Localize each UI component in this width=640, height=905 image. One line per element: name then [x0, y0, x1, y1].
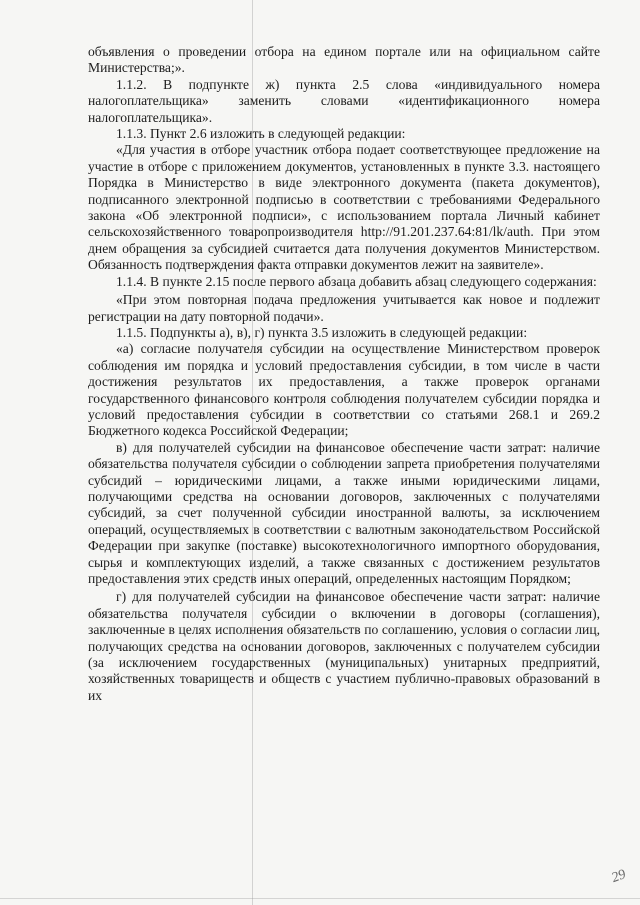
paragraph-3: 1.1.3. Пункт 2.6 изложить в следующей редакции: — [116, 126, 406, 142]
paragraph-4: «Для участия в отборе участник отбора подает соответствующее предложение на участие в отборе с приложением документов, установленных в пункте 3.3. настоящего Порядка в Министерство в виде электронного документа (пакета документов), подписанного электронной подписью в соответствии с требованиями Федерального закона «Об электронной подписи», с использованием портала Личный кабинет сельскохозяйственного товаропроизводителя http://91.201.237.64:81/lk/auth. При этом днем обращения за субсидией считается дата получения документов Министерством. Обязанность подтверждения факта отправки документов лежит на заявителе». — [88, 142, 600, 273]
page-number: 29 — [609, 867, 628, 886]
paragraph-7: 1.1.5. Подпункты а), в), г) пункта 3.5 изложить в следующей редакции: — [116, 324, 528, 340]
paragraph-5: 1.1.4. В пункте 2.15 после первого абзаца добавить абзац следующего содержания: — [116, 273, 597, 289]
paragraph-8: «а) согласие получателя субсидии на осуществление Министерством проверок соблюдения им порядка и условий предоставления субсидии, в том числе в части достижения результатов их предоставления, а также проверок органами государственного финансового контроля соблюдения получателем субсидии порядка и условий предоставления субсидии в соответствии со статьями 268.1 и 269.2 Бюджетного кодекса Российской Федерации; — [88, 341, 600, 439]
document-body — [88, 44, 600, 704]
paragraph-2: 1.1.2. В подпункте ж) пункта 2.5 слова «индивидуального номера налогоплательщика» заменить словами «идентификационного номера налогоплательщика». — [88, 76, 600, 125]
paragraph-1: объявления о проведении отбора на едином портале или на официальном сайте Министерства;». — [88, 44, 600, 76]
paragraph-9: в) для получателей субсидии на финансовое обеспечение части затрат: наличие обязательства получателя субсидии о соблюдении запрета приобретения получателями субсидий – юридическими лицами, а также иными юридическими лицами, получающими средства на основании договоров, заключенных с получателями субсидий, за счет полученной субсидии иностранной валюты, за исключением операций, осуществляемых в соответствии с валютным законодательством Российской Федерации при закупке (поставке) высокотехнологичного импортного оборудования, сырья и комплектующих изделий, а также связанных с достижением результатов предоставления этих средств иных операций, определенных настоящим Порядком; — [88, 439, 600, 586]
paragraph-6: «При этом повторная подача предложения учитывается как новое и подлежит регистрации на дату повторной подачи». — [88, 292, 600, 324]
scan-bottom-edge — [0, 898, 640, 903]
paragraph-10: г) для получателей субсидии на финансовое обеспечение части затрат: наличие обязательства получателя субсидии о включении в договоры (соглашения), заключенные в целях исполнения обязательств по соглашению, условия о согласии лиц, получающих средства на основании договоров, заключенных с получателем субсидии (за исключением государственных (муниципальных) унитарных предприятий, хозяйственных товариществ и обществ с участием публично-правовых образований в их — [88, 589, 600, 703]
